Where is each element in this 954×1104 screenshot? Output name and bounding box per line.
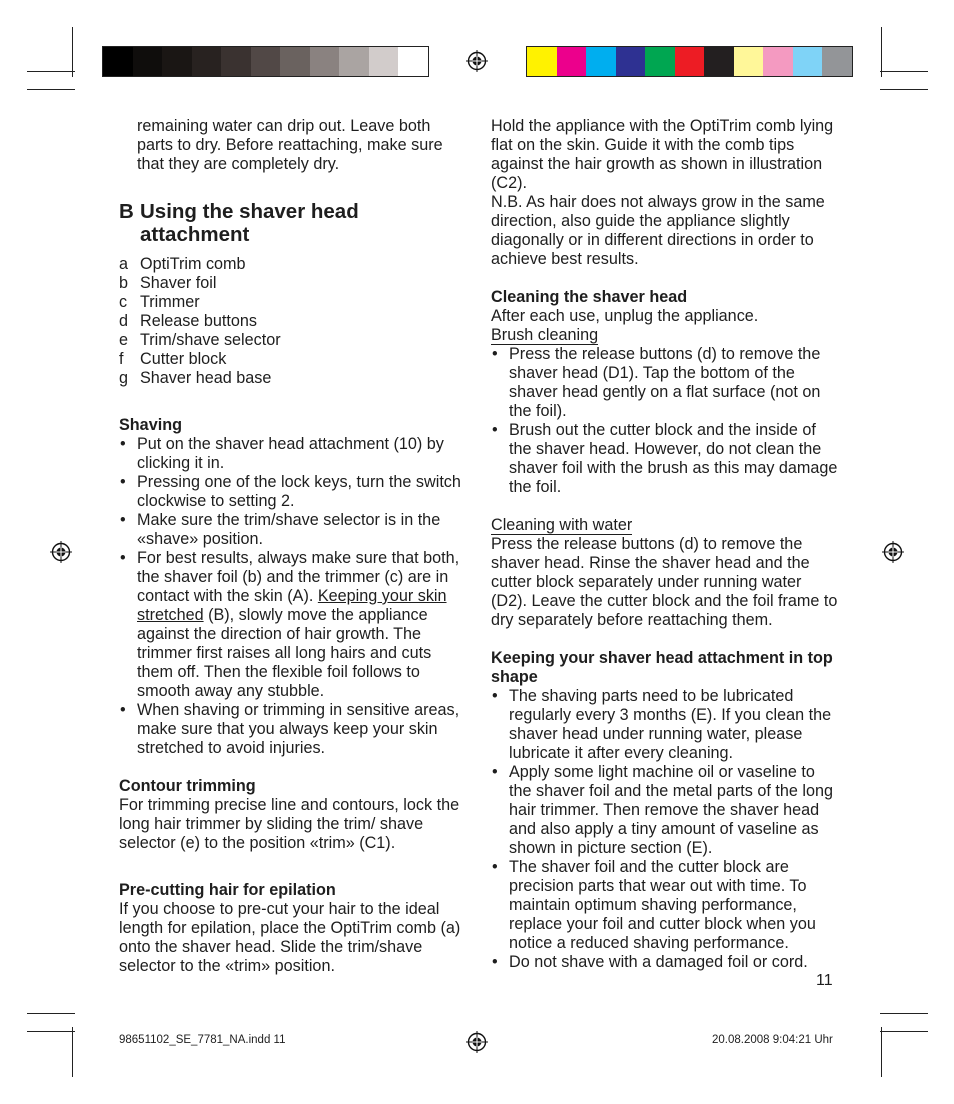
contour-title: Contour trimming: [119, 777, 256, 795]
crop-mark: [880, 71, 928, 72]
color-swatch: [369, 47, 399, 76]
registration-mark-icon: [882, 541, 904, 563]
color-swatch: [251, 47, 281, 76]
list-item: • The shaver foil and the cutter block are precision parts that wear out with time. To maintain optimum shaving performance, replace your foil and cutter block when you notice a reduced shaving performance.: [491, 858, 839, 953]
color-swatch: [704, 47, 734, 76]
crop-mark: [881, 27, 882, 77]
color-swatch: [675, 47, 705, 76]
crop-mark: [27, 89, 75, 90]
list-item: • Brush out the cutter block and the inside of the shaver head. However, do not clean the shaver foil with the brush as this may damage the foil.: [491, 421, 839, 497]
color-swatch: [339, 47, 369, 76]
list-item: • Make sure the trim/shave selector is in the «shave» position.: [119, 511, 464, 549]
list-item: f Cutter block: [119, 350, 227, 368]
precut-title: Pre-cutting hair for epilation: [119, 881, 336, 899]
color-swatch: [398, 47, 428, 76]
list-item: d Release buttons: [119, 312, 257, 330]
list-item: g Shaver head base: [119, 369, 272, 387]
crop-mark: [880, 1031, 928, 1032]
list-item: b Shaver foil: [119, 274, 217, 292]
color-swatch: [103, 47, 133, 76]
keeping-list: [491, 687, 839, 972]
color-swatch: [763, 47, 793, 76]
underlined-phrase: Keeping your skin stretched: [137, 587, 447, 624]
section-letter: B: [119, 200, 134, 223]
keeping-title: Keeping your shaver head attachment in top shape: [491, 649, 833, 686]
brush-list: [491, 345, 839, 497]
color-swatch: [734, 47, 764, 76]
page-number: 11: [816, 972, 833, 989]
crop-mark: [27, 1031, 75, 1032]
color-swatch: [192, 47, 222, 76]
color-swatch: [822, 47, 852, 76]
precut-paragraph: If you choose to pre-cut your hair to the ideal length for epilation, place the OptiTrim comb (a) onto the shaver head. Slide the trim/shave selector to the «trim» position.: [119, 900, 461, 975]
color-swatch: [310, 47, 340, 76]
color-swatch: [527, 47, 557, 76]
registration-mark-icon: [466, 1031, 488, 1053]
color-swatch: [645, 47, 675, 76]
color-swatch: [557, 47, 587, 76]
process-color-bar: [526, 46, 853, 77]
slug-timestamp: 20.08.2008 9:04:21 Uhr: [712, 1034, 833, 1046]
list-item: • The shaving parts need to be lubricated regularly every 3 months (E). If you clean the shaver head under running water, please lubricate it after every cleaning.: [491, 687, 839, 763]
crop-mark: [881, 1027, 882, 1077]
water-cleaning-subtitle: Cleaning with water: [491, 516, 633, 534]
list-item: • Put on the shaver head attachment (10) by clicking it in.: [119, 435, 464, 473]
crop-mark: [880, 1013, 928, 1014]
left-column: [119, 117, 464, 976]
brush-cleaning-subtitle: Brush cleaning: [491, 326, 599, 344]
intro-paragraph: remaining water can drip out. Leave both parts to dry. Before reattaching, make sure that they are completely dry.: [137, 117, 443, 173]
contour-paragraph: For trimming precise line and contours, lock the long hair trimmer by sliding the trim/ shave selector (e) to the position «trim» (C1).: [119, 796, 460, 852]
color-swatch: [616, 47, 646, 76]
cleaning-title: Cleaning the shaver head: [491, 288, 688, 306]
crop-mark: [880, 89, 928, 90]
list-item: • Do not shave with a damaged foil or cord.: [491, 953, 839, 972]
crop-mark: [27, 71, 75, 72]
slug-filename: 98651102_SE_7781_NA.indd 11: [119, 1034, 286, 1046]
list-item: • Press the release buttons (d) to remove the shaver head (D1). Tap the bottom of the shaver head gently on a flat surface (not on the foil).: [491, 345, 839, 421]
list-item: • Apply some light machine oil or vaseline to the shaver foil and the metal parts of the long hair trimmer. Then remove the shaver head and also apply a tiny amount of vaseline as shown in picture section (E).: [491, 763, 839, 858]
crop-mark: [27, 1013, 75, 1014]
section-heading: [119, 200, 464, 246]
list-item: • When shaving or trimming in sensitive areas, make sure that you always keep your skin stretched to avoid injuries.: [119, 701, 464, 758]
list-item: • Pressing one of the lock keys, turn the switch clockwise to setting 2.: [119, 473, 464, 511]
hold-paragraph: Hold the appliance with the OptiTrim comb lying flat on the skin. Guide it with the comb tips against the hair growth as shown in illustration (C2).: [491, 117, 834, 192]
color-swatch: [221, 47, 251, 76]
color-swatch: [793, 47, 823, 76]
color-swatch: [133, 47, 163, 76]
list-item: c Trimmer: [119, 293, 200, 311]
right-column: [491, 117, 839, 972]
registration-mark-icon: [466, 50, 488, 72]
crop-mark: [72, 1027, 73, 1077]
shaving-title: Shaving: [119, 416, 182, 434]
grayscale-color-bar: [102, 46, 429, 77]
registration-mark-icon: [50, 541, 72, 563]
section-title: Using the shaver head attachment: [140, 200, 359, 246]
list-item: e Trim/shave selector: [119, 331, 281, 349]
list-item: • For best results, always make sure that both, the shaver foil (b) and the trimmer (c) are in contact with the skin (A). Keeping your skin stretched (B), slowly move the appliance against the direction of hair growth. The trimmer first raises all long hairs and cuts them off. Then the flexible foil follows to smooth away any stubble.: [119, 549, 464, 701]
color-swatch: [586, 47, 616, 76]
color-swatch: [162, 47, 192, 76]
color-swatch: [280, 47, 310, 76]
list-item: a OptiTrim comb: [119, 255, 246, 273]
water-paragraph: Press the release buttons (d) to remove the shaver head. Rinse the shaver head and the cutter block separately under running water (D2). Leave the cutter block and the foil frame to dry separately before reattaching them.: [491, 535, 838, 629]
cleaning-intro: After each use, unplug the appliance.: [491, 307, 759, 325]
shaving-list: [119, 435, 464, 758]
crop-mark: [72, 27, 73, 77]
parts-list: [119, 255, 464, 388]
nb-paragraph: N.B. As hair does not always grow in the same direction, also guide the appliance slightly diagonally or in different directions in order to achieve best results.: [491, 193, 825, 268]
